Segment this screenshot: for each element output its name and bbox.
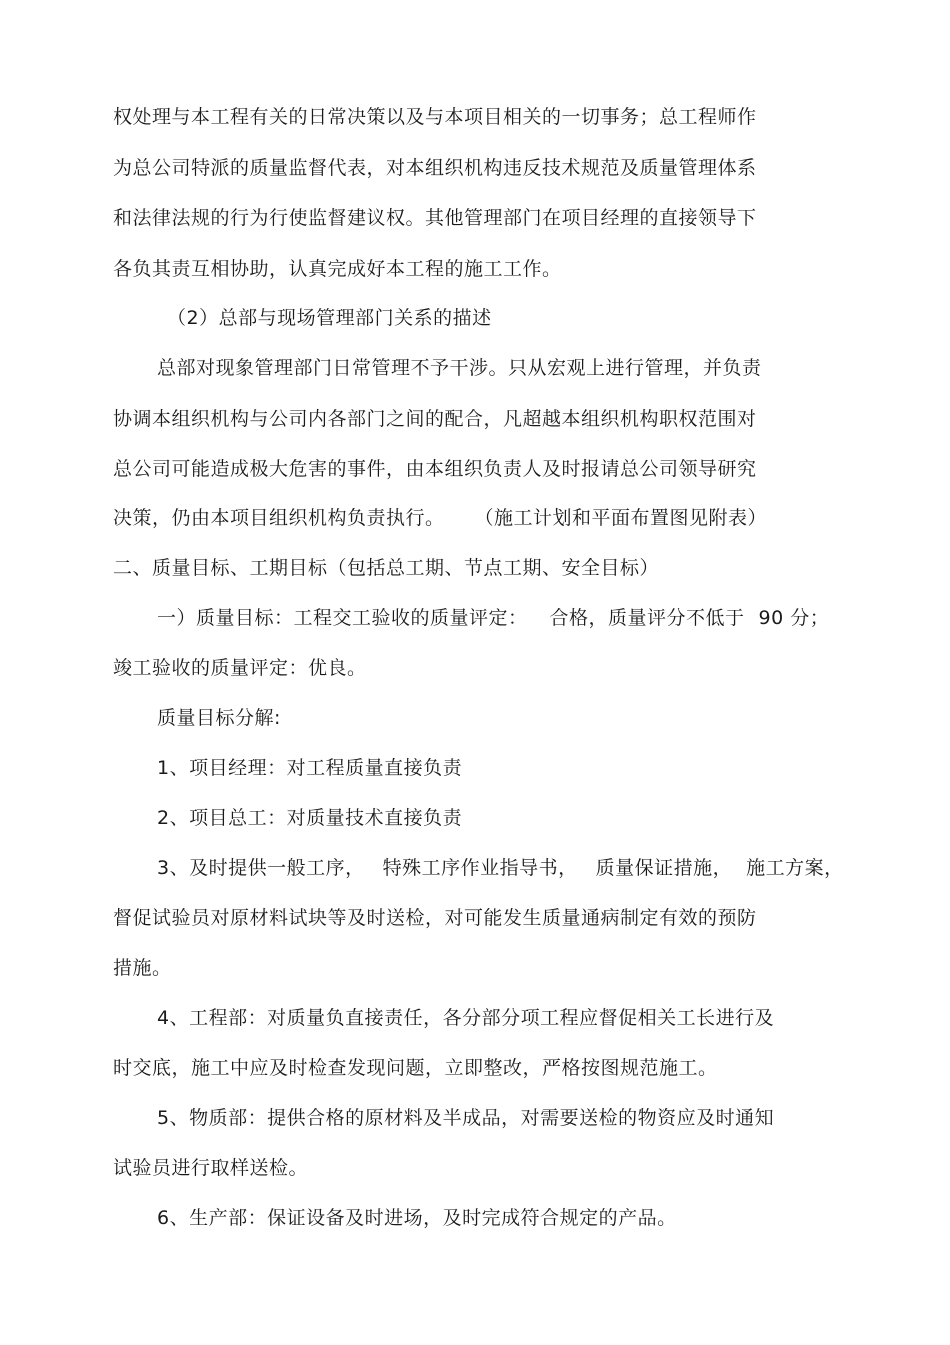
text-segment: 试验员进行取样送检。	[113, 1157, 309, 1179]
list-item	[157, 805, 917, 831]
text-segment: （施工计划和平面布置图见附表）	[474, 507, 768, 529]
paragraph-line	[157, 605, 917, 631]
paragraph-line	[113, 456, 873, 482]
text-segment: 决策，仍由本项目组织机构负责执行。	[113, 507, 445, 529]
paragraph-line	[157, 355, 917, 381]
text-segment: 措施。	[113, 957, 172, 979]
paragraph-line	[113, 955, 873, 981]
text-segment: 4、工程部：对质量负直接责任，各分部分项工程应督促相关工长进行及	[157, 1007, 775, 1029]
text-segment: 3、及时提供一般工序，	[157, 857, 365, 879]
text-segment: 竣工验收的质量评定：优良。	[113, 657, 367, 679]
text-segment: 总公司可能造成极大危害的事件，由本组织负责人及时报请总公司领导研究	[113, 458, 757, 480]
paragraph-line	[157, 705, 917, 731]
text-segment: 6、生产部：保证设备及时进场，及时完成符合规定的产品。	[157, 1207, 677, 1229]
paragraph-line	[113, 505, 873, 531]
paragraph-line	[113, 905, 873, 931]
paragraph-line	[113, 256, 873, 282]
list-item	[157, 855, 917, 881]
paragraph-line	[113, 1055, 873, 1081]
list-item	[157, 1105, 917, 1131]
paragraph-line	[113, 1155, 873, 1181]
text-segment: 总部对现象管理部门日常管理不予干涉。只从宏观上进行管理，并负责	[157, 357, 762, 379]
section-subheading	[167, 305, 927, 331]
text-segment: 时交底，施工中应及时检查发现问题，立即整改，严格按图规范施工。	[113, 1057, 718, 1079]
list-item	[157, 755, 917, 781]
text-segment: （2）总部与现场管理部门关系的描述	[167, 307, 492, 329]
paragraph-line	[113, 406, 873, 432]
list-item	[157, 1005, 917, 1031]
text-segment: 2、项目总工：对质量技术直接负责	[157, 807, 463, 829]
paragraph-line	[113, 205, 873, 231]
text-segment: 和法律法规的行为行使监督建议权。其他管理部门在项目经理的直接领导下	[113, 207, 757, 229]
list-item	[157, 1205, 917, 1231]
paragraph-line	[113, 104, 873, 130]
text-segment: 质量保证措施，	[595, 857, 733, 879]
text-segment: 二、质量目标、工期目标（包括总工期、节点工期、安全目标）	[113, 557, 660, 579]
text-segment: 1、项目经理：对工程质量直接负责	[157, 757, 463, 779]
text-segment: 一）质量目标：工程交工验收的质量评定：	[157, 607, 528, 629]
text-segment: 质量目标分解:	[157, 707, 281, 729]
text-segment: 5、物质部：提供合格的原材料及半成品，对需要送检的物资应及时通知	[157, 1107, 775, 1129]
text-segment: 90 分；	[758, 607, 830, 629]
paragraph-line	[113, 155, 873, 181]
text-segment: 特殊工序作业指导书，	[382, 857, 578, 879]
text-segment: 督促试验员对原材料试块等及时送检，对可能发生质量通病制定有效的预防	[113, 907, 757, 929]
text-segment: 为总公司特派的质量监督代表，对本组织机构违反技术规范及质量管理体系	[113, 157, 757, 179]
paragraph-line	[113, 655, 873, 681]
text-segment: 协调本组织机构与公司内各部门之间的配合，凡超越本组织机构职权范围对	[113, 408, 757, 430]
text-segment: 合格，质量评分不低于	[549, 607, 745, 629]
text-segment: 施工方案，	[746, 857, 844, 879]
text-segment: 权处理与本工程有关的日常决策以及与本项目相关的一切事务；总工程师作	[113, 106, 757, 128]
text-segment: 各负其责互相协助，认真完成好本工程的施工工作。	[113, 258, 562, 280]
section-heading	[113, 555, 873, 581]
